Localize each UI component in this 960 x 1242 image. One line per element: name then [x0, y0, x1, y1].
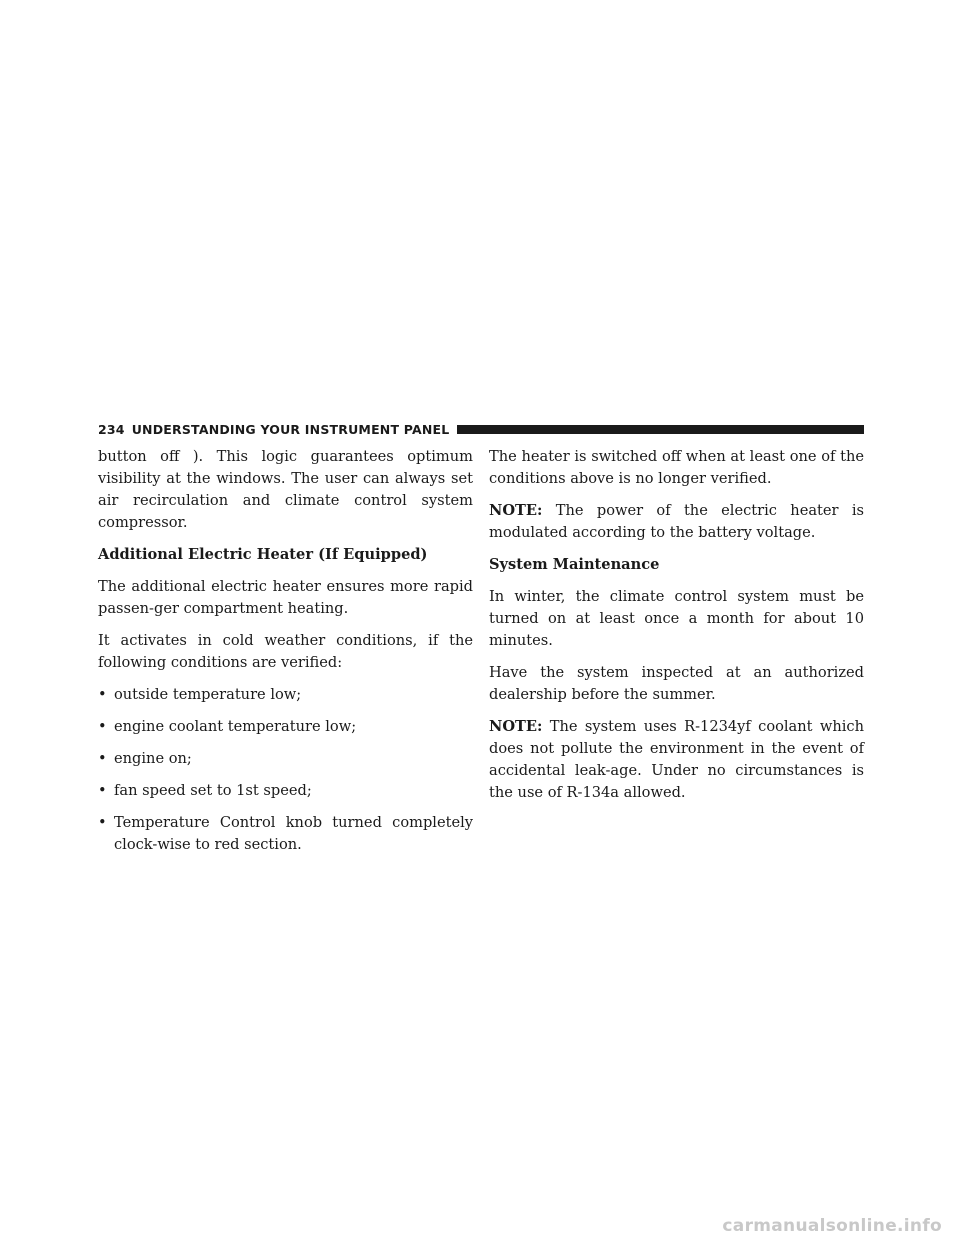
conditions-list	[98, 684, 473, 856]
paragraph: In winter, the climate control system must be turned on at least once a month for about 10 minutes.	[489, 588, 864, 649]
paragraph: It activates in cold weather conditions, if the following conditions are verified:	[98, 632, 473, 671]
note-paragraph	[489, 716, 864, 804]
note-text: The power of the electric heater is modulated according to the battery voltage.	[489, 502, 864, 541]
note-paragraph	[489, 500, 864, 544]
header-rule	[457, 425, 864, 434]
intro-paragraph: button off ). This logic guarantees optimum visibility at the windows. The user can always set air recirculation and climate control system compressor.	[98, 448, 473, 531]
watermark: carmanualsonline.info	[722, 1216, 942, 1236]
section-heading-electric-heater: Additional Electric Heater (If Equipped)	[98, 546, 428, 563]
list-item: • engine on;	[98, 748, 473, 770]
note-text: The system uses R-1234yf coolant which does not pollute the environment in the event of accidental leak-age. Under no circumstances is the use of R-134a allowed.	[489, 718, 864, 801]
page-header	[98, 418, 864, 440]
list-item: • Temperature Control knob turned completely clock-wise to red section.	[98, 812, 473, 856]
list-item: • engine coolant temperature low;	[98, 716, 473, 738]
paragraph: The additional electric heater ensures more rapid passen-ger compartment heating.	[98, 578, 473, 617]
note-label: NOTE:	[489, 718, 543, 735]
left-column	[98, 446, 473, 866]
note-label: NOTE:	[489, 502, 543, 519]
right-column	[489, 446, 864, 814]
page-number: 234	[98, 421, 125, 437]
paragraph: Have the system inspected at an authorized dealership before the summer.	[489, 664, 864, 703]
section-title: UNDERSTANDING YOUR INSTRUMENT PANEL	[131, 421, 450, 437]
paragraph: The heater is switched off when at least one of the conditions above is no longer verified.	[489, 448, 864, 487]
list-item: • outside temperature low;	[98, 684, 473, 706]
list-item: • fan speed set to 1st speed;	[98, 780, 473, 802]
section-heading-system-maintenance: System Maintenance	[489, 556, 660, 573]
